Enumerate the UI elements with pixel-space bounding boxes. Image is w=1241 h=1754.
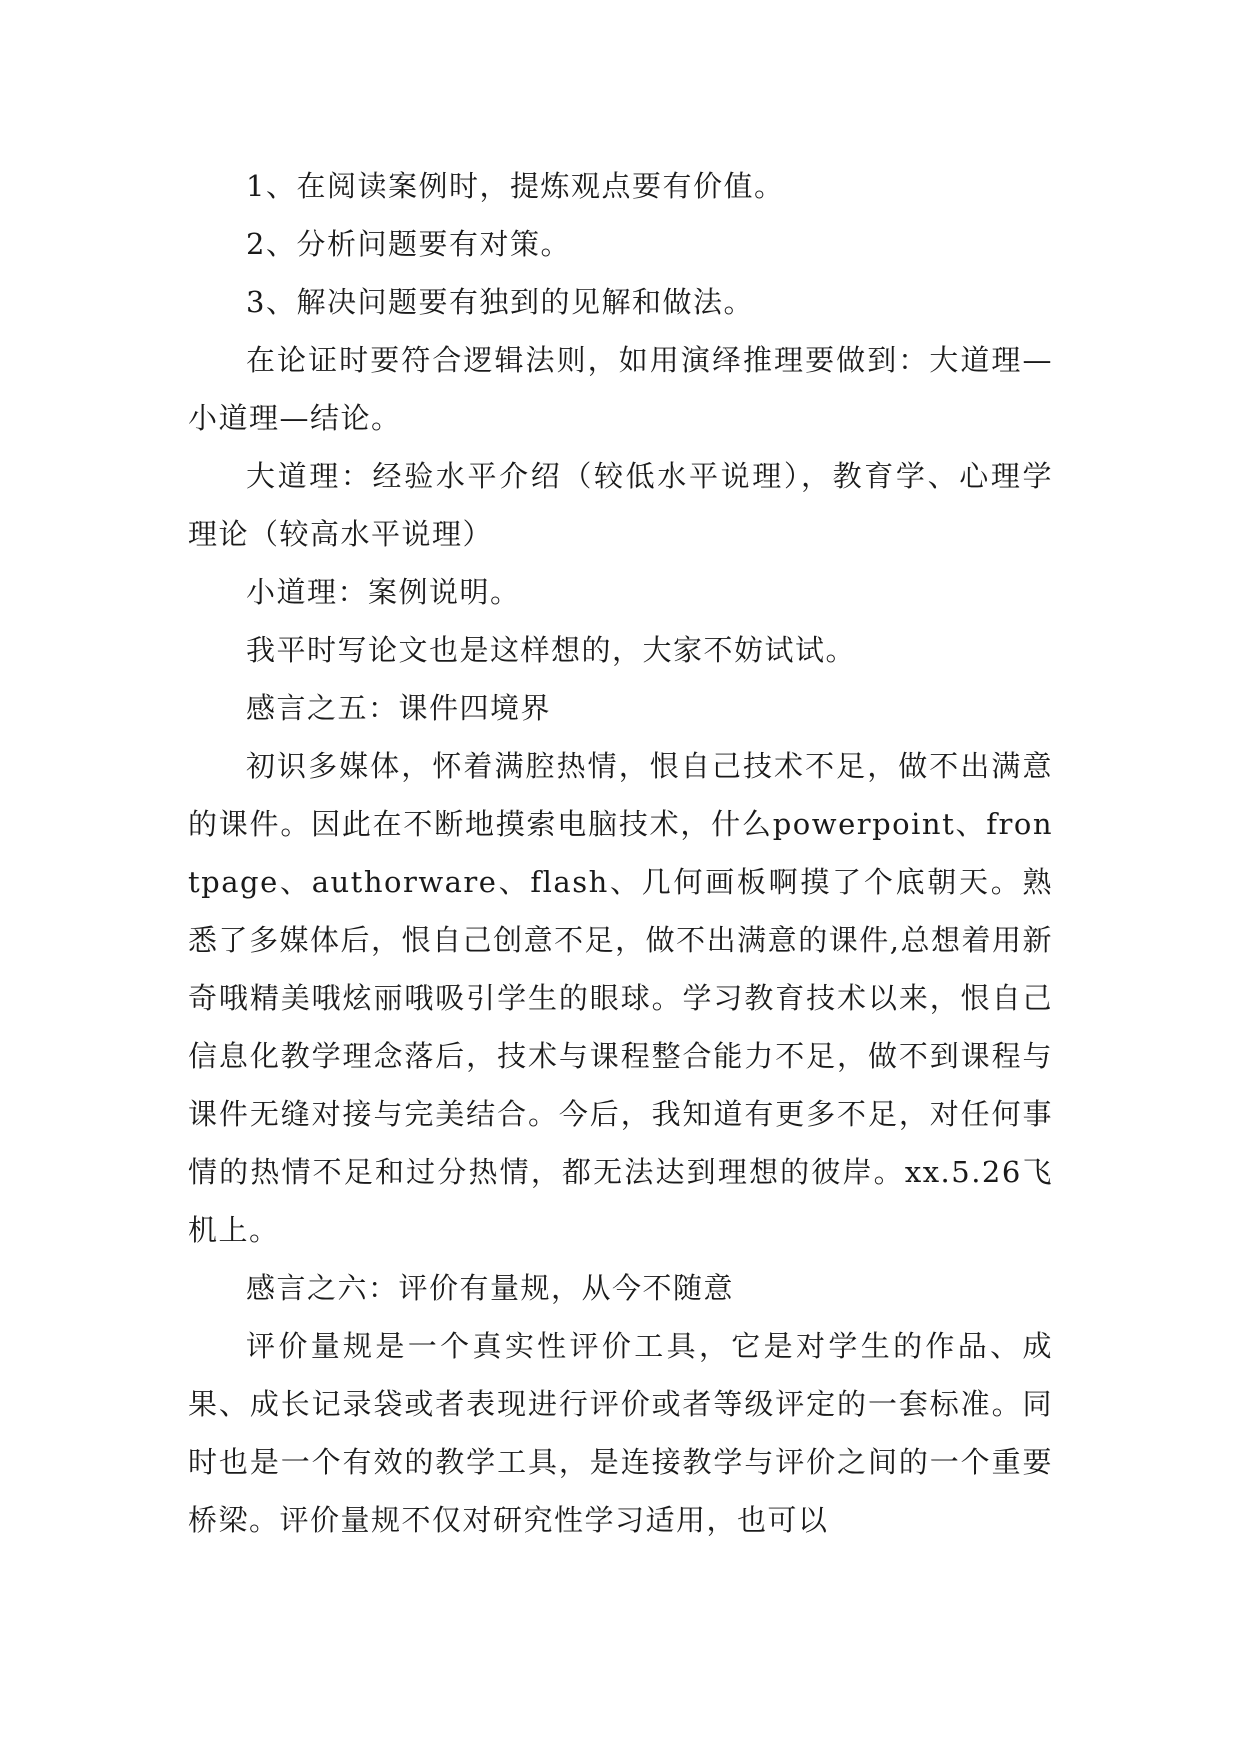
- paragraph-9: 评价量规是一个真实性评价工具，它是对学生的作品、成果、成长记录袋或者表现进行评价或者等级评定的一套标准。同时也是一个有效的教学工具，是连接教学与评价之间的一个重要桥梁。评价量规不仅对研究性学习适用，也可以: [188, 1329, 1053, 1537]
- paragraph-3: 3、解决问题要有独到的见解和做法。: [246, 285, 754, 319]
- document-body: [188, 157, 1053, 1549]
- paragraph-8: 初识多媒体，怀着满腔热情，恨自己技术不足，做不出满意的课件。因此在不断地摸索电脑技术，什么powerpoint、frontpage、authorware、flash、几何画板啊摸了个底朝天。熟悉了多媒体后，恨自己创意不足，做不出满意的课件,总想着用新奇哦精美哦炫丽哦吸引学生的眼球。学习教育技术以来，恨自己信息化教学理念落后，技术与课程整合能力不足，做不到课程与课件无缝对接与完美结合。今后，我知道有更多不足，对任何事情的热情不足和过分热情，都无法达到理想的彼岸。xx.5.26飞机上。: [188, 749, 1053, 1247]
- section-heading-6: 感言之六：评价有量规，从今不随意: [246, 1271, 735, 1305]
- paragraph-7: 我平时写论文也是这样想的，大家不妨试试。: [246, 633, 857, 667]
- paragraph-1: 1、在阅读案例时，提炼观点要有价值。: [246, 169, 785, 203]
- paragraph-5: 大道理：经验水平介绍（较低水平说理），教育学、心理学理论（较高水平说理）: [188, 459, 1053, 551]
- paragraph-2: 2、分析问题要有对策。: [246, 227, 571, 261]
- paragraph-6: 小道理：案例说明。: [246, 575, 521, 609]
- section-heading-5: 感言之五：课件四境界: [246, 691, 552, 725]
- paragraph-4: 在论证时要符合逻辑法则，如用演绎推理要做到：大道理—小道理—结论。: [188, 343, 1053, 435]
